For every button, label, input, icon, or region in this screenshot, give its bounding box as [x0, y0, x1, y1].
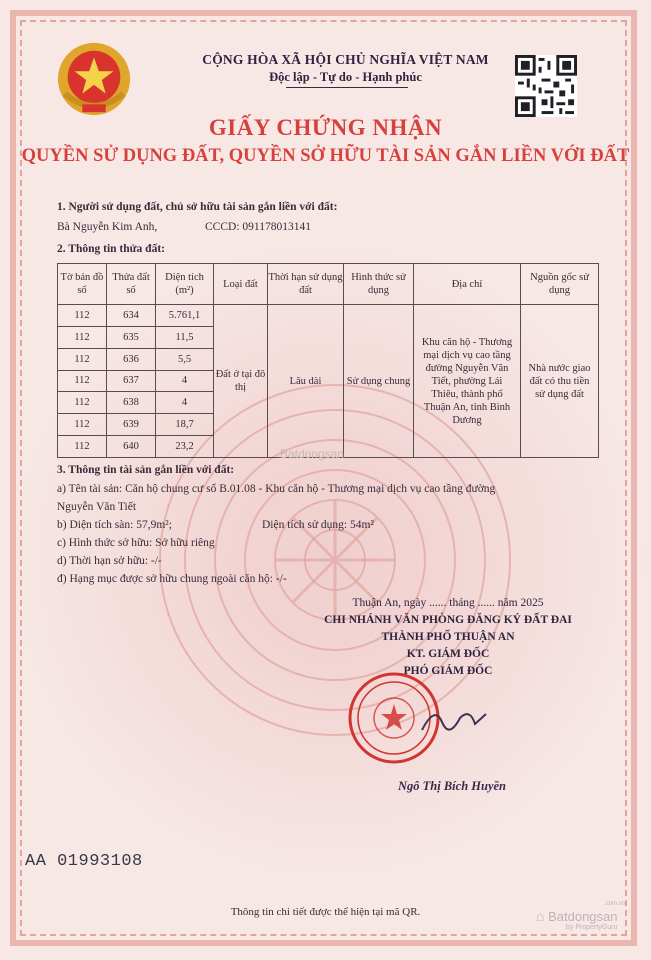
- issue-date: Thuận An, ngày ...... tháng ...... năm 2025: [352, 597, 544, 609]
- parcel-cell: 638: [107, 392, 156, 414]
- map-sheet-cell: 112: [58, 305, 107, 327]
- shared-items: đ) Hạng mục được sở hữu chung ngoài căn hộ: -/-: [57, 573, 287, 585]
- asset-name-line2: Nguyễn Văn Tiết: [57, 501, 137, 513]
- column-header: Thửa đất số: [107, 264, 156, 305]
- watermark-corner: [536, 908, 618, 924]
- map-sheet-cell: 112: [58, 414, 107, 436]
- map-sheet-cell: 112: [58, 436, 107, 458]
- area-cell: 11,5: [156, 326, 214, 348]
- address-cell: Khu căn hộ - Thương mại dịch vụ cao tầng đường Nguyễn Văn Tiết, phường Lái Thiêu, thành phố Thuận An, tỉnh Bình Dương: [414, 305, 521, 458]
- parcel-cell: 636: [107, 348, 156, 370]
- map-sheet-cell: 112: [58, 326, 107, 348]
- column-header: Hình thức sử dụng: [344, 264, 414, 305]
- watermark-brand: Batdongsan: [280, 447, 345, 461]
- section2-heading: 2. Thông tin thửa đất:: [57, 243, 165, 255]
- ownership-term: d) Thời hạn sở hữu: -/-: [57, 555, 162, 567]
- qr-note: Thông tin chi tiết được thể hiện tại mã QR.: [230, 906, 421, 918]
- table-header-row: [58, 264, 599, 305]
- issuing-office: CHI NHÁNH VĂN PHÒNG ĐĂNG KÝ ĐẤT ĐAI: [324, 614, 572, 626]
- signer-role: PHÓ GIÁM ĐỐC: [403, 665, 493, 677]
- area-cell: 18,7: [156, 414, 214, 436]
- nation-motto: Độc lập - Tự do - Hạnh phúc: [269, 70, 422, 84]
- area-cell: 23,2: [156, 436, 214, 458]
- column-header: Loại đất: [214, 264, 268, 305]
- column-header: Diện tích (m²): [156, 264, 214, 305]
- area-cell: 5.761,1: [156, 305, 214, 327]
- floor-area: b) Diện tích sàn: 57,9m²;: [57, 519, 172, 531]
- table-row: [58, 305, 599, 327]
- land-parcel-table: [57, 263, 599, 458]
- signer-name: Ngô Thị Bích Huyền: [398, 779, 506, 793]
- land-type-cell: Đất ở tại đô thị: [214, 305, 268, 458]
- ownership-form: c) Hình thức sở hữu: Sở hữu riêng: [57, 537, 215, 549]
- area-cell: 5,5: [156, 348, 214, 370]
- owner-name: Bà Nguyễn Kim Anh,: [57, 221, 158, 233]
- parcel-cell: 637: [107, 370, 156, 392]
- parcel-cell: 634: [107, 305, 156, 327]
- column-header: Tờ bản đồ số: [58, 264, 107, 305]
- house-icon: ⌂: [536, 908, 545, 924]
- issuing-office-city: THÀNH PHỐ THUẬN AN: [381, 631, 515, 643]
- column-header: Nguồn gốc sử dụng: [521, 264, 599, 305]
- signer-authority: KT. GIÁM ĐỐC: [406, 648, 490, 660]
- usable-area: Diện tích sử dụng: 54m²: [262, 519, 374, 531]
- usage-form-cell: Sử dụng chung: [344, 305, 414, 458]
- watermark-brand-corner: Batdongsan: [548, 909, 618, 924]
- nation-name: CỘNG HÒA XÃ HỘI CHỦ NGHĨA VIỆT NAM: [202, 52, 489, 67]
- parcel-cell: 640: [107, 436, 156, 458]
- term-cell: Lâu dài: [268, 305, 344, 458]
- origin-cell: Nhà nước giao đất có thu tiền sử dụng đất: [521, 305, 599, 458]
- signature-scribble-icon: [420, 700, 490, 740]
- section1-heading: 1. Người sử dụng đất, chủ sở hữu tài sản gắn liền với đất:: [57, 201, 338, 213]
- section3-heading: 3. Thông tin tài sản gắn liền với đất:: [57, 464, 235, 476]
- map-sheet-cell: 112: [58, 370, 107, 392]
- certificate-subtitle: QUYỀN SỬ DỤNG ĐẤT, QUYỀN SỞ HỮU TÀI SẢN GẮN LIỀN VỚI ĐẤT: [21, 146, 630, 166]
- motto-underline: [286, 87, 408, 88]
- watermark-center: [280, 447, 344, 461]
- map-sheet-cell: 112: [58, 392, 107, 414]
- area-cell: 4: [156, 392, 214, 414]
- watermark-sub: by PropertyGuru: [566, 924, 618, 931]
- owner-id: CCCD: 091178013141: [205, 221, 311, 233]
- asset-name-line1: a) Tên tài sản: Căn hộ chung cư số B.01.08 - Khu căn hộ - Thương mại dịch vụ cao tầng đường: [57, 483, 496, 495]
- map-sheet-cell: 112: [58, 348, 107, 370]
- watermark-domain: .com.vn: [604, 901, 626, 907]
- parcel-cell: 639: [107, 414, 156, 436]
- serial-number: AA 01993108: [25, 852, 143, 871]
- column-header: Địa chỉ: [414, 264, 521, 305]
- certificate-title: GIẤY CHỨNG NHẬN: [208, 115, 443, 140]
- parcel-cell: 635: [107, 326, 156, 348]
- area-cell: 4: [156, 370, 214, 392]
- column-header: Thời hạn sử dụng đất: [268, 264, 344, 305]
